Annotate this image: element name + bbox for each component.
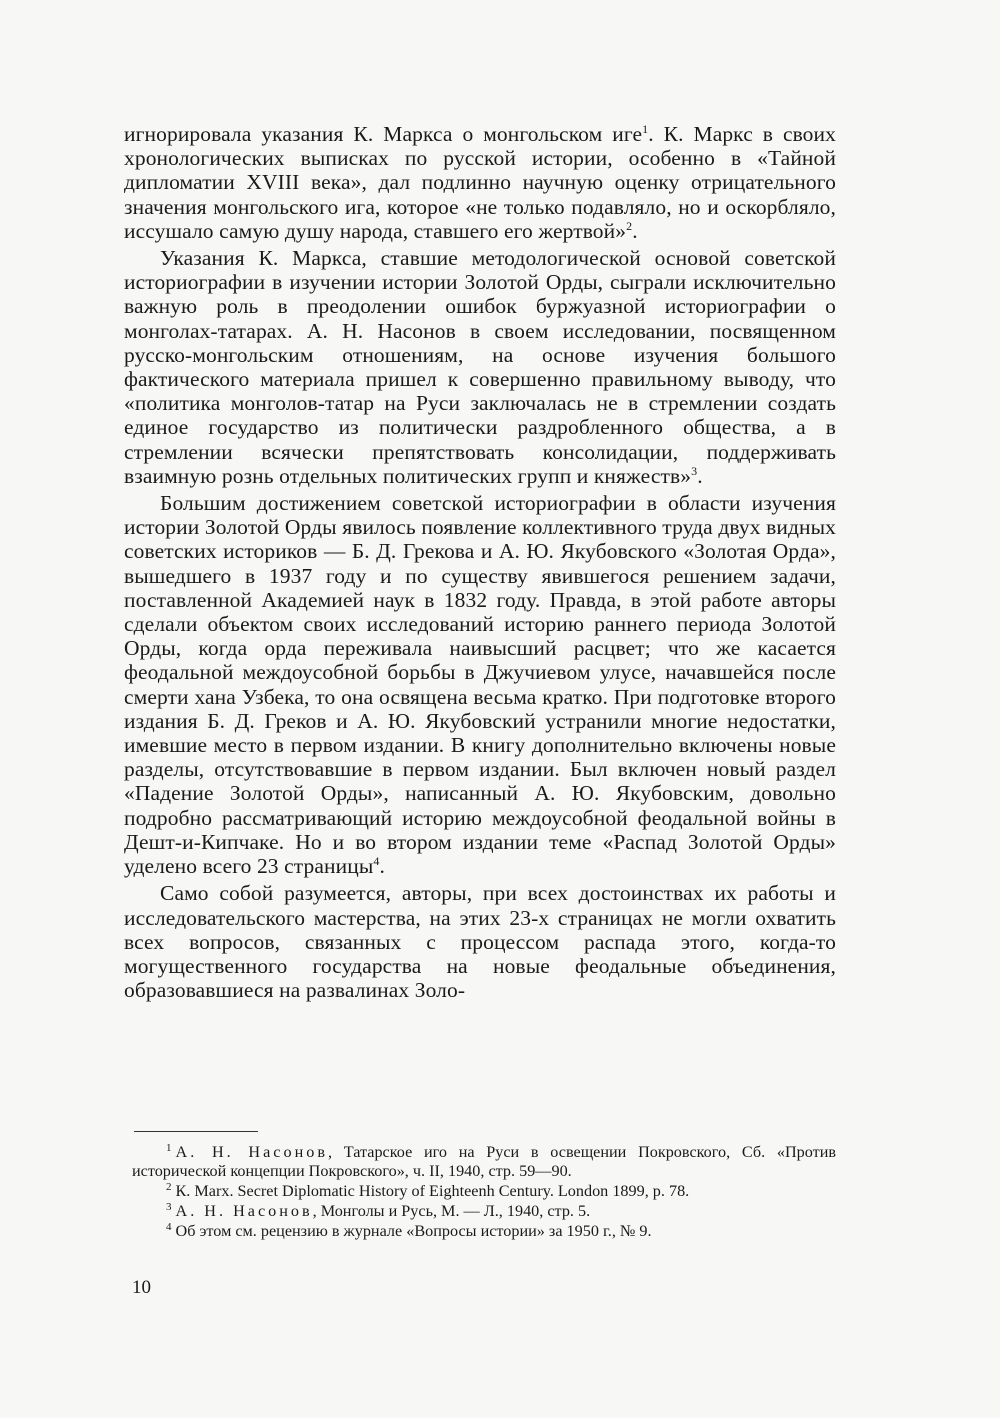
footnote-author: А. Н. Насонов bbox=[175, 1143, 328, 1161]
paragraph bbox=[124, 491, 836, 878]
footnote-number: 1 bbox=[166, 1141, 172, 1154]
footnote-text: К. Marx. Secret Diplomatic History of Eighteenh Century. London 1899, p. 78. bbox=[175, 1182, 690, 1200]
footnote bbox=[132, 1202, 836, 1221]
text-run: . bbox=[632, 218, 638, 243]
footnote-number: 4 bbox=[166, 1220, 172, 1233]
text-run: игнорировала указания К. Маркса о монгольском иге bbox=[124, 122, 643, 146]
paragraph bbox=[124, 122, 836, 243]
text-run: . bbox=[379, 854, 385, 879]
text-run: . bbox=[697, 463, 703, 488]
text-run: Указания К. Маркса, ставшие методологической основой советской историографии в изучении истории Золотой Орды, сыграли исключительно важную роль в преодолении ошибок буржуазной историографии о монголах-татарах. А. Н. Насонов в своем исследовании, посвященном русско-монгольским отношениям, на основе изучения большого фактического материала пришел к совершенно правильному выводу, что «политика монголов-татар на Руси заключалась не в стремлении создать единое государство из политически раздробленного общества, а в стремлении всячески препятствовать консолидации, поддерживать взаимную рознь отдельных политических групп и княжеств» bbox=[124, 246, 836, 488]
footnote-ref: 2 bbox=[626, 218, 633, 233]
footnote-number: 3 bbox=[166, 1200, 172, 1213]
footnote-author: А. Н. Насонов bbox=[175, 1202, 313, 1220]
footnote bbox=[132, 1222, 836, 1241]
text-run: Большим достижением советской историографии в области изучения истории Золотой Орды явилось появление коллективного труда двух видных советских историков — Б. Д. Грекова и А. Ю. Якубовского «Золотая Орда», вышедшего в 1937 году и по существу явившегося решением задачи, поставленной Академией наук в 1832 году. Правда, в этой работе авторы сделали объектом своих исследований историю раннего периода Золотой Орды, когда орда переживала наивысший расцвет; что же касается феодальной междоусобной борьбы в Джучиевом улусе, начавшейся после смерти хана Узбека, то она освящена весьма кратко. При подготовке второго издания Б. Д. Греков и А. Ю. Якубовский устранили многие недостатки, имевшие место в первом издании. В книгу дополнительно включены новые разделы, отсутствовавшие в первом издании. Был включен новый раздел «Падение Золотой Орды», написанный А. Ю. Якубовским, довольно подробно рассматривающий историю междоусобной феодальной войны в Дешт-и-Кипчаке. Но и во втором издании теме «Распад Золотой Орды» уделено всего 23 страницы bbox=[124, 491, 836, 879]
text-run: Само собой разумеется, авторы, при всех достоинствах их работы и исследовательского мастерства, на этих 23-х страницах не могли охватить всех вопросов, связанных с процессом распада этого, когда-то могущественного государства на новые феодальные объединения, образовавшиеся на развалинах Золо- bbox=[124, 881, 836, 1003]
footnote-ref: 1 bbox=[642, 121, 649, 136]
footnote-divider bbox=[134, 1131, 258, 1132]
paragraph bbox=[124, 881, 836, 1002]
footnotes bbox=[132, 1143, 836, 1242]
footnote-number: 2 bbox=[166, 1180, 172, 1193]
page-number: 10 bbox=[132, 1277, 151, 1298]
footnote-ref: 4 bbox=[373, 853, 380, 868]
footnote-text: , Монголы и Русь, М. — Л., 1940, стр. 5. bbox=[312, 1202, 591, 1220]
footnote bbox=[132, 1182, 836, 1201]
paragraph bbox=[124, 246, 836, 488]
text-run: . К. Маркс в своих хронологических выписках по русской истории, особенно в «Тайной дипломатии XVIII века», дал подлинно научную оценку отрицательного значения монгольского ига, которое «не только подавляло, но и оскорбляло, иссушало самую душу народа, ставшего его жертвой» bbox=[124, 122, 836, 243]
footnote bbox=[132, 1143, 836, 1181]
main-text bbox=[124, 122, 836, 1002]
footnote-ref: 3 bbox=[691, 463, 698, 478]
footnote-text: , Татарское иго на Руси в освещении Покровского, Сб. «Против исторической концепции Покровского», ч. II, 1940, стр. 59—90. bbox=[132, 1143, 837, 1180]
footnote-text: Об этом см. рецензию в журнале «Вопросы истории» за 1950 г., № 9. bbox=[175, 1222, 652, 1240]
